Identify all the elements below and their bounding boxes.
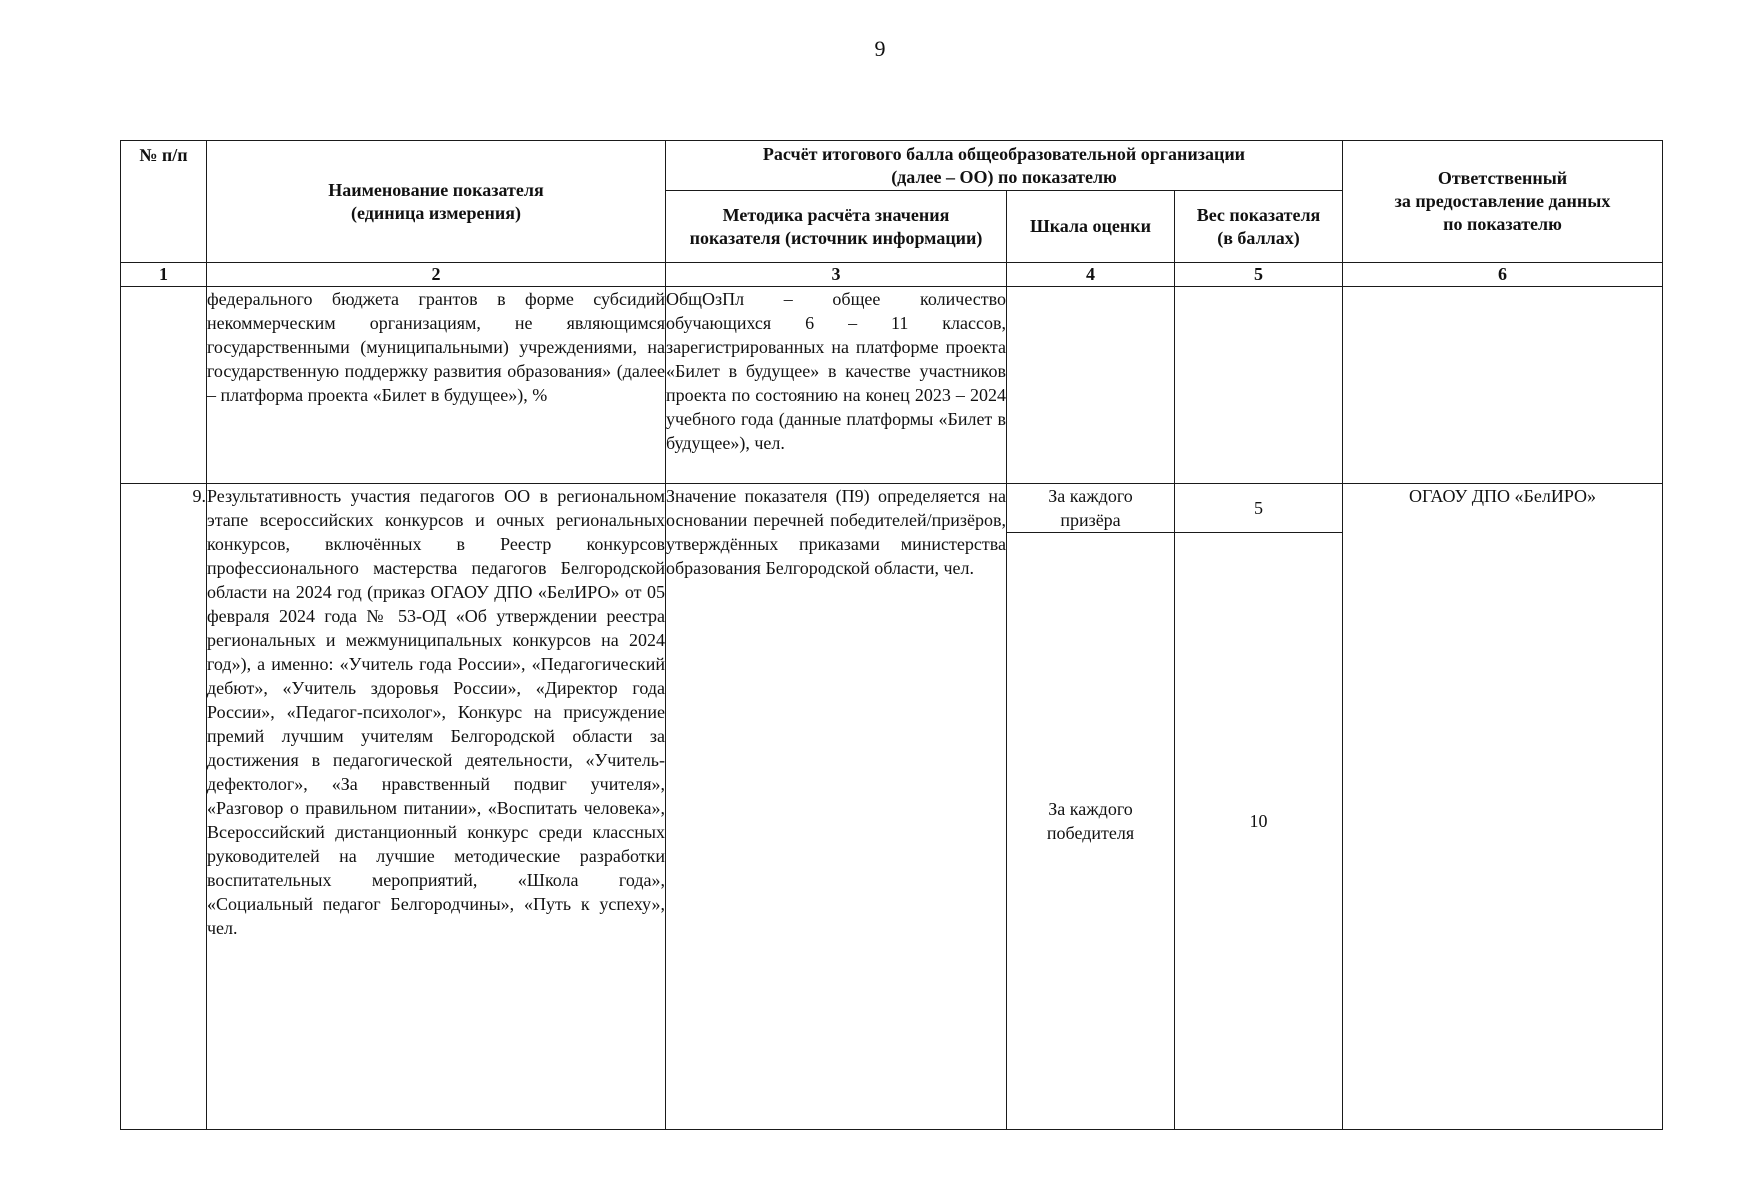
column-number: 5	[1175, 263, 1343, 287]
header-group-title-line2: (далее – ОО) по показателю	[891, 166, 1117, 187]
header-group-title-line1: Расчёт итогового балла общеобразовательной организации	[762, 143, 1246, 164]
indicators-table	[120, 140, 1663, 1130]
scale-prize-line1: За каждого	[1048, 486, 1133, 506]
weight-empty	[1175, 287, 1343, 484]
weight-winner: 10	[1175, 533, 1343, 1130]
page-number: 9	[874, 36, 886, 61]
header-col-responsible-line1: Ответственный	[1437, 168, 1568, 188]
indicator-name-continuation: федерального бюджета грантов в форме субсидий некоммерческим организациям, не являющимся государственными (муниципальными) учреждениями, на государственную поддержку развития образования» (далее – платформа проекта «Билет в будущее»), %	[207, 287, 666, 484]
header-col-number: № п/п	[121, 141, 207, 263]
column-number-row	[121, 263, 1663, 287]
header-col-weight-line1: Вес показателя	[1196, 204, 1321, 225]
responsible-empty	[1343, 287, 1663, 484]
header-col-name-line2: (единица измерения)	[351, 202, 521, 223]
column-number: 1	[121, 263, 207, 287]
header-col-responsible-line3: по показателю	[1443, 214, 1562, 234]
header-col-weight-line2: (в баллах)	[1217, 227, 1300, 248]
header-col-method: Методика расчёта значения показателя (источник информации)	[666, 191, 1007, 263]
weight-prize: 5	[1175, 484, 1343, 533]
indicator-name: Результативность участия педагогов ОО в региональном этапе всероссийских конкурсов и очных региональных конкурсов, включённых в Реестр конкурсов профессионального мастерства педагогов Белгородской области на 2024 год (приказ ОГАОУ ДПО «БелИРО» от 05 февраля 2024 года № 53-ОД «Об утверждении реестра региональных и межмуниципальных конкурсов на 2024 год»), а именно: «Учитель года России», «Педагогический дебют», «Учитель здоровья России», «Директор года России», «Педагог-психолог», Конкурс на присуждение премий лучшим учителям Белгородской области за достижения в педагогической деятельности, «Учитель-дефектолог», «За нравственный подвиг учителя», «Разговор о правильном питании», «Воспитать человека», Всероссийский дистанционный конкурс среди классных руководителей на лучшие методические разработки воспитательных мероприятий, «Школа года», «Социальный педагог Белгородчины», «Путь к успеху», чел.	[207, 484, 666, 1130]
header-col-name-line1: Наименование показателя	[328, 179, 544, 200]
responsible: ОГАОУ ДПО «БелИРО»	[1343, 484, 1663, 1130]
scale-empty	[1007, 287, 1175, 484]
scale-prize	[1007, 484, 1175, 533]
header-group-calculation	[666, 141, 1343, 191]
column-number: 2	[207, 263, 666, 287]
scale-winner-line1: За каждого	[1048, 799, 1133, 819]
column-number: 6	[1343, 263, 1663, 287]
table-row-9	[121, 484, 1663, 533]
header-col-scale: Шкала оценки	[1007, 191, 1175, 263]
column-number: 3	[666, 263, 1007, 287]
indicator-method-continuation: ОбщОзПл – общее количество обучающихся 6 – 11 классов, зарегистрированных на платформе проекта «Билет в будущее» в качестве участников проекта по состоянию на конец 2023 – 2024 учебного года (данные платформы «Билет в будущее»), чел.	[666, 287, 1007, 484]
table-row-continuation	[121, 287, 1663, 484]
header-col-responsible	[1343, 141, 1663, 263]
header-col-responsible-line2: за предоставление данных	[1394, 191, 1611, 211]
header-col-name	[207, 141, 666, 263]
header-row	[121, 141, 1663, 191]
row-number: 9.	[121, 484, 207, 1130]
scale-winner	[1007, 533, 1175, 1130]
header-col-weight	[1175, 191, 1343, 263]
scale-prize-line2: призёра	[1060, 510, 1121, 530]
scale-winner-line2: победителя	[1046, 823, 1135, 843]
row-number-empty	[121, 287, 207, 484]
indicator-method: Значение показателя (П9) определяется на основании перечней победителей/призёров, утверждённых приказами министерства образования Белгородской области, чел.	[666, 484, 1007, 1130]
column-number: 4	[1007, 263, 1175, 287]
